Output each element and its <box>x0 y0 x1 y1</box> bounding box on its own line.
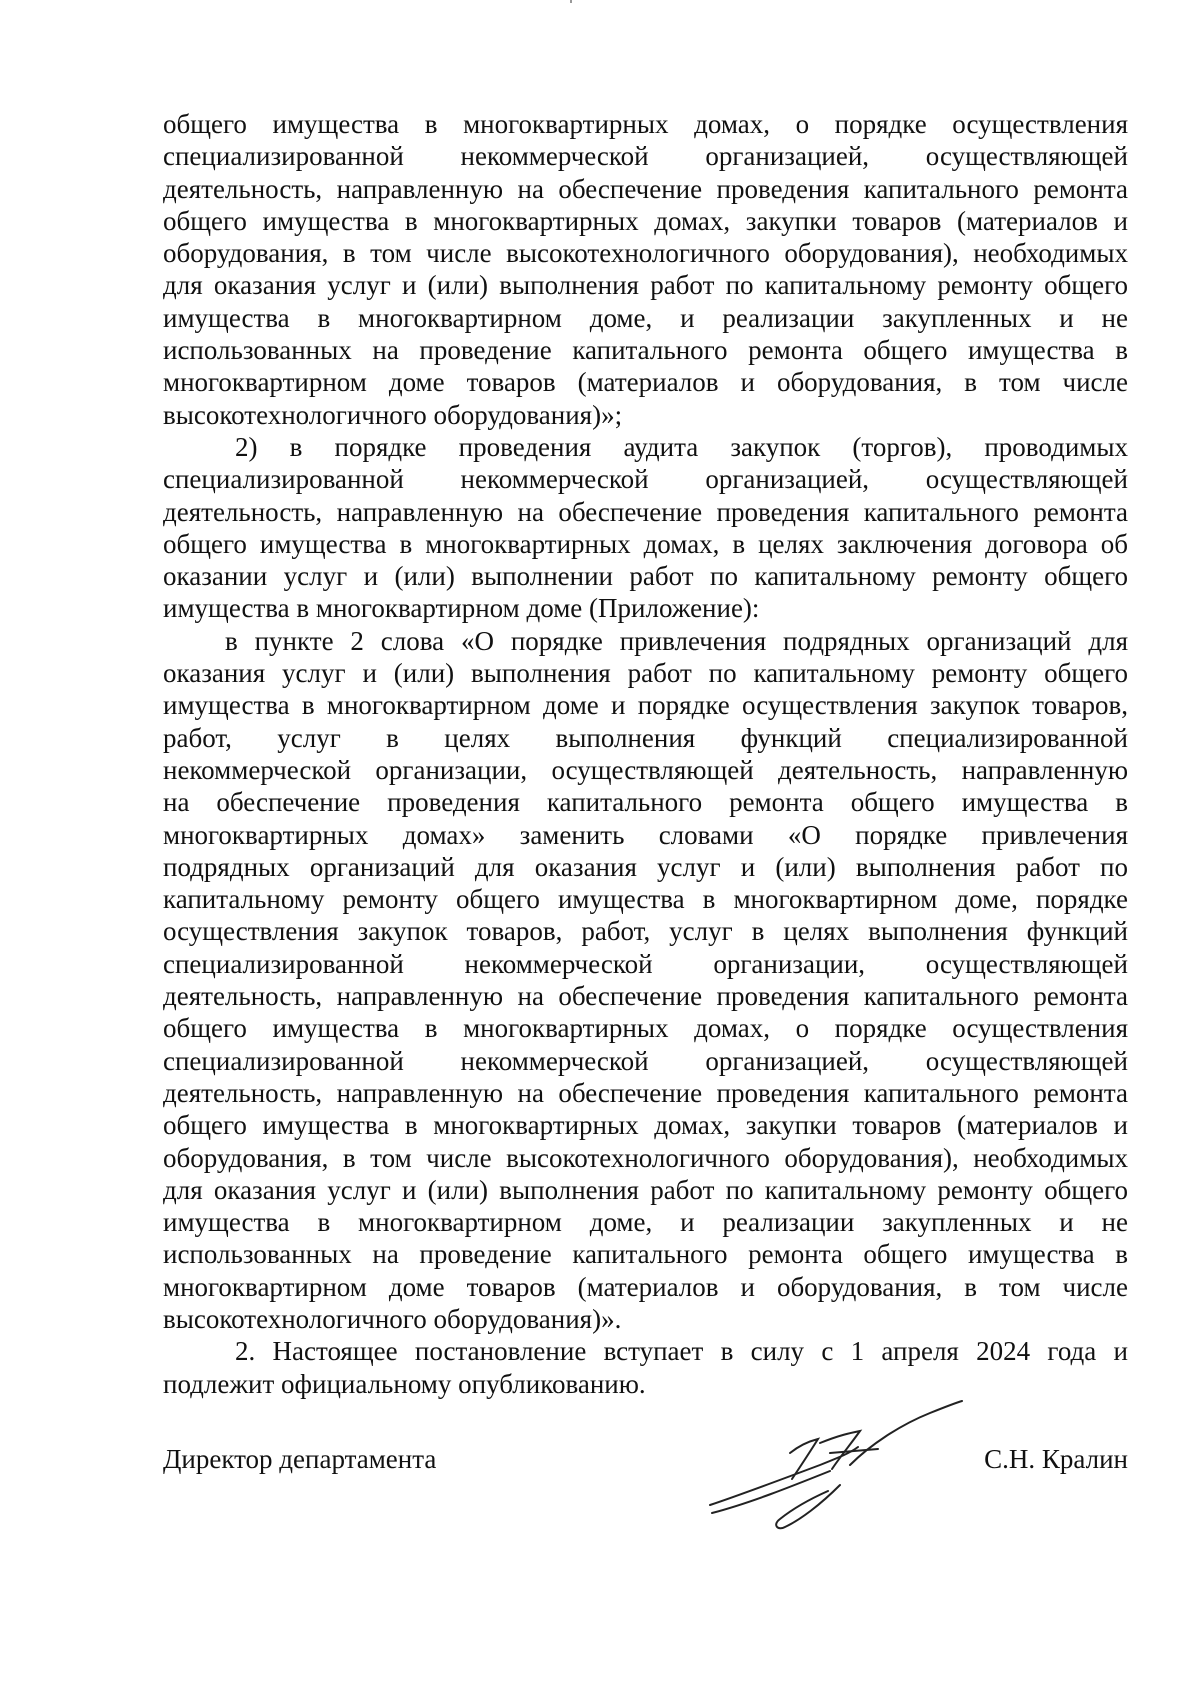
document-line: специализированной некоммерческой организацией, осуществляющей <box>163 464 1128 495</box>
document-line: для оказания услуг и (или) выполнения работ по капитальному ремонту общего <box>163 1174 1128 1205</box>
document-line: подлежит официальному опубликованию. <box>163 1368 646 1399</box>
document-line: общего имущества в многоквартирных домах, закупки товаров (материалов и <box>163 205 1128 236</box>
document-line: оборудования, в том числе высокотехнологичного оборудования), необходимых <box>163 238 1128 269</box>
document-line: осуществления закупок товаров, работ, услуг в целях выполнения функций <box>163 916 1128 947</box>
position-title: Директор департамента <box>163 1444 437 1474</box>
document-body <box>163 108 1128 1400</box>
document-line: капитальному ремонту общего имущества в многоквартирном доме, порядке <box>163 884 1128 915</box>
document-line: имущества в многоквартирном доме, и реализации закупленных и не <box>163 302 1128 333</box>
handwritten-signature <box>700 1395 980 1545</box>
document-line: деятельность, направленную на обеспечение проведения капитального ремонта <box>163 173 1128 204</box>
document-line: специализированной некоммерческой организацией, осуществляющей <box>163 141 1128 172</box>
document-line: имущества в многоквартирном доме (Приложение): <box>163 593 760 624</box>
document-line: некоммерческой организации, осуществляющей деятельность, направленную <box>163 754 1128 785</box>
document-line: подрядных организаций для оказания услуг и (или) выполнения работ по <box>163 851 1128 882</box>
document-line: использованных на проведение капитального ремонта общего имущества в <box>163 335 1128 366</box>
document-line: общего имущества в многоквартирных домах, о порядке осуществления <box>163 109 1128 139</box>
document-line: многоквартирном доме товаров (материалов и оборудования, в том числе <box>163 367 1128 398</box>
document-line: на обеспечение проведения капитального ремонта общего имущества в <box>163 787 1128 818</box>
document-line: оборудования, в том числе высокотехнологичного оборудования), необходимых <box>163 1142 1128 1173</box>
document-line: 2. Настоящее постановление вступает в силу с 1 апреля 2024 года и <box>235 1336 1128 1367</box>
document-line: имущества в многоквартирном доме, и реализации закупленных и не <box>163 1207 1128 1238</box>
document-line: общего имущества в многоквартирных домах, о порядке осуществления <box>163 1013 1128 1044</box>
document-line: деятельность, направленную на обеспечение проведения капитального ремонта <box>163 981 1128 1012</box>
scan-mark <box>570 0 572 3</box>
signature-row <box>163 1444 1128 1484</box>
document-line: имущества в многоквартирном доме и порядке осуществления закупок товаров, <box>163 690 1128 721</box>
document-line: общего имущества в многоквартирных домах, в целях заключения договора об <box>163 528 1128 559</box>
document-line: высокотехнологичного оборудования)»; <box>163 399 623 430</box>
document-line: деятельность, направленную на обеспечение проведения капитального ремонта <box>163 1077 1128 1108</box>
document-line: 2) в порядке проведения аудита закупок (торгов), проводимых <box>235 431 1128 462</box>
document-line: высокотехнологичного оборудования)». <box>163 1303 622 1334</box>
document-line: специализированной некоммерческой организацией, осуществляющей <box>163 1045 1128 1076</box>
document-line: специализированной некоммерческой организации, осуществляющей <box>163 948 1128 979</box>
document-line: общего имущества в многоквартирных домах, закупки товаров (материалов и <box>163 1110 1128 1141</box>
signer-name: С.Н. Кралин <box>984 1444 1128 1474</box>
document-line: оказании услуг и (или) выполнении работ по капитальному ремонту общего <box>163 561 1128 592</box>
document-line: оказания услуг и (или) выполнения работ по капитальному ремонту общего <box>163 658 1128 689</box>
document-line: работ, услуг в целях выполнения функций специализированной <box>163 722 1128 753</box>
document-line: для оказания услуг и (или) выполнения работ по капитальному ремонту общего <box>163 270 1128 301</box>
document-line: деятельность, направленную на обеспечение проведения капитального ремонта <box>163 496 1128 527</box>
document-line: в пункте 2 слова «О порядке привлечения подрядных организаций для <box>225 625 1128 656</box>
document-line: многоквартирных домах» заменить словами «О порядке привлечения <box>163 819 1128 850</box>
document-line: многоквартирном доме товаров (материалов и оборудования, в том числе <box>163 1271 1128 1302</box>
document-line: использованных на проведение капитального ремонта общего имущества в <box>163 1239 1128 1270</box>
